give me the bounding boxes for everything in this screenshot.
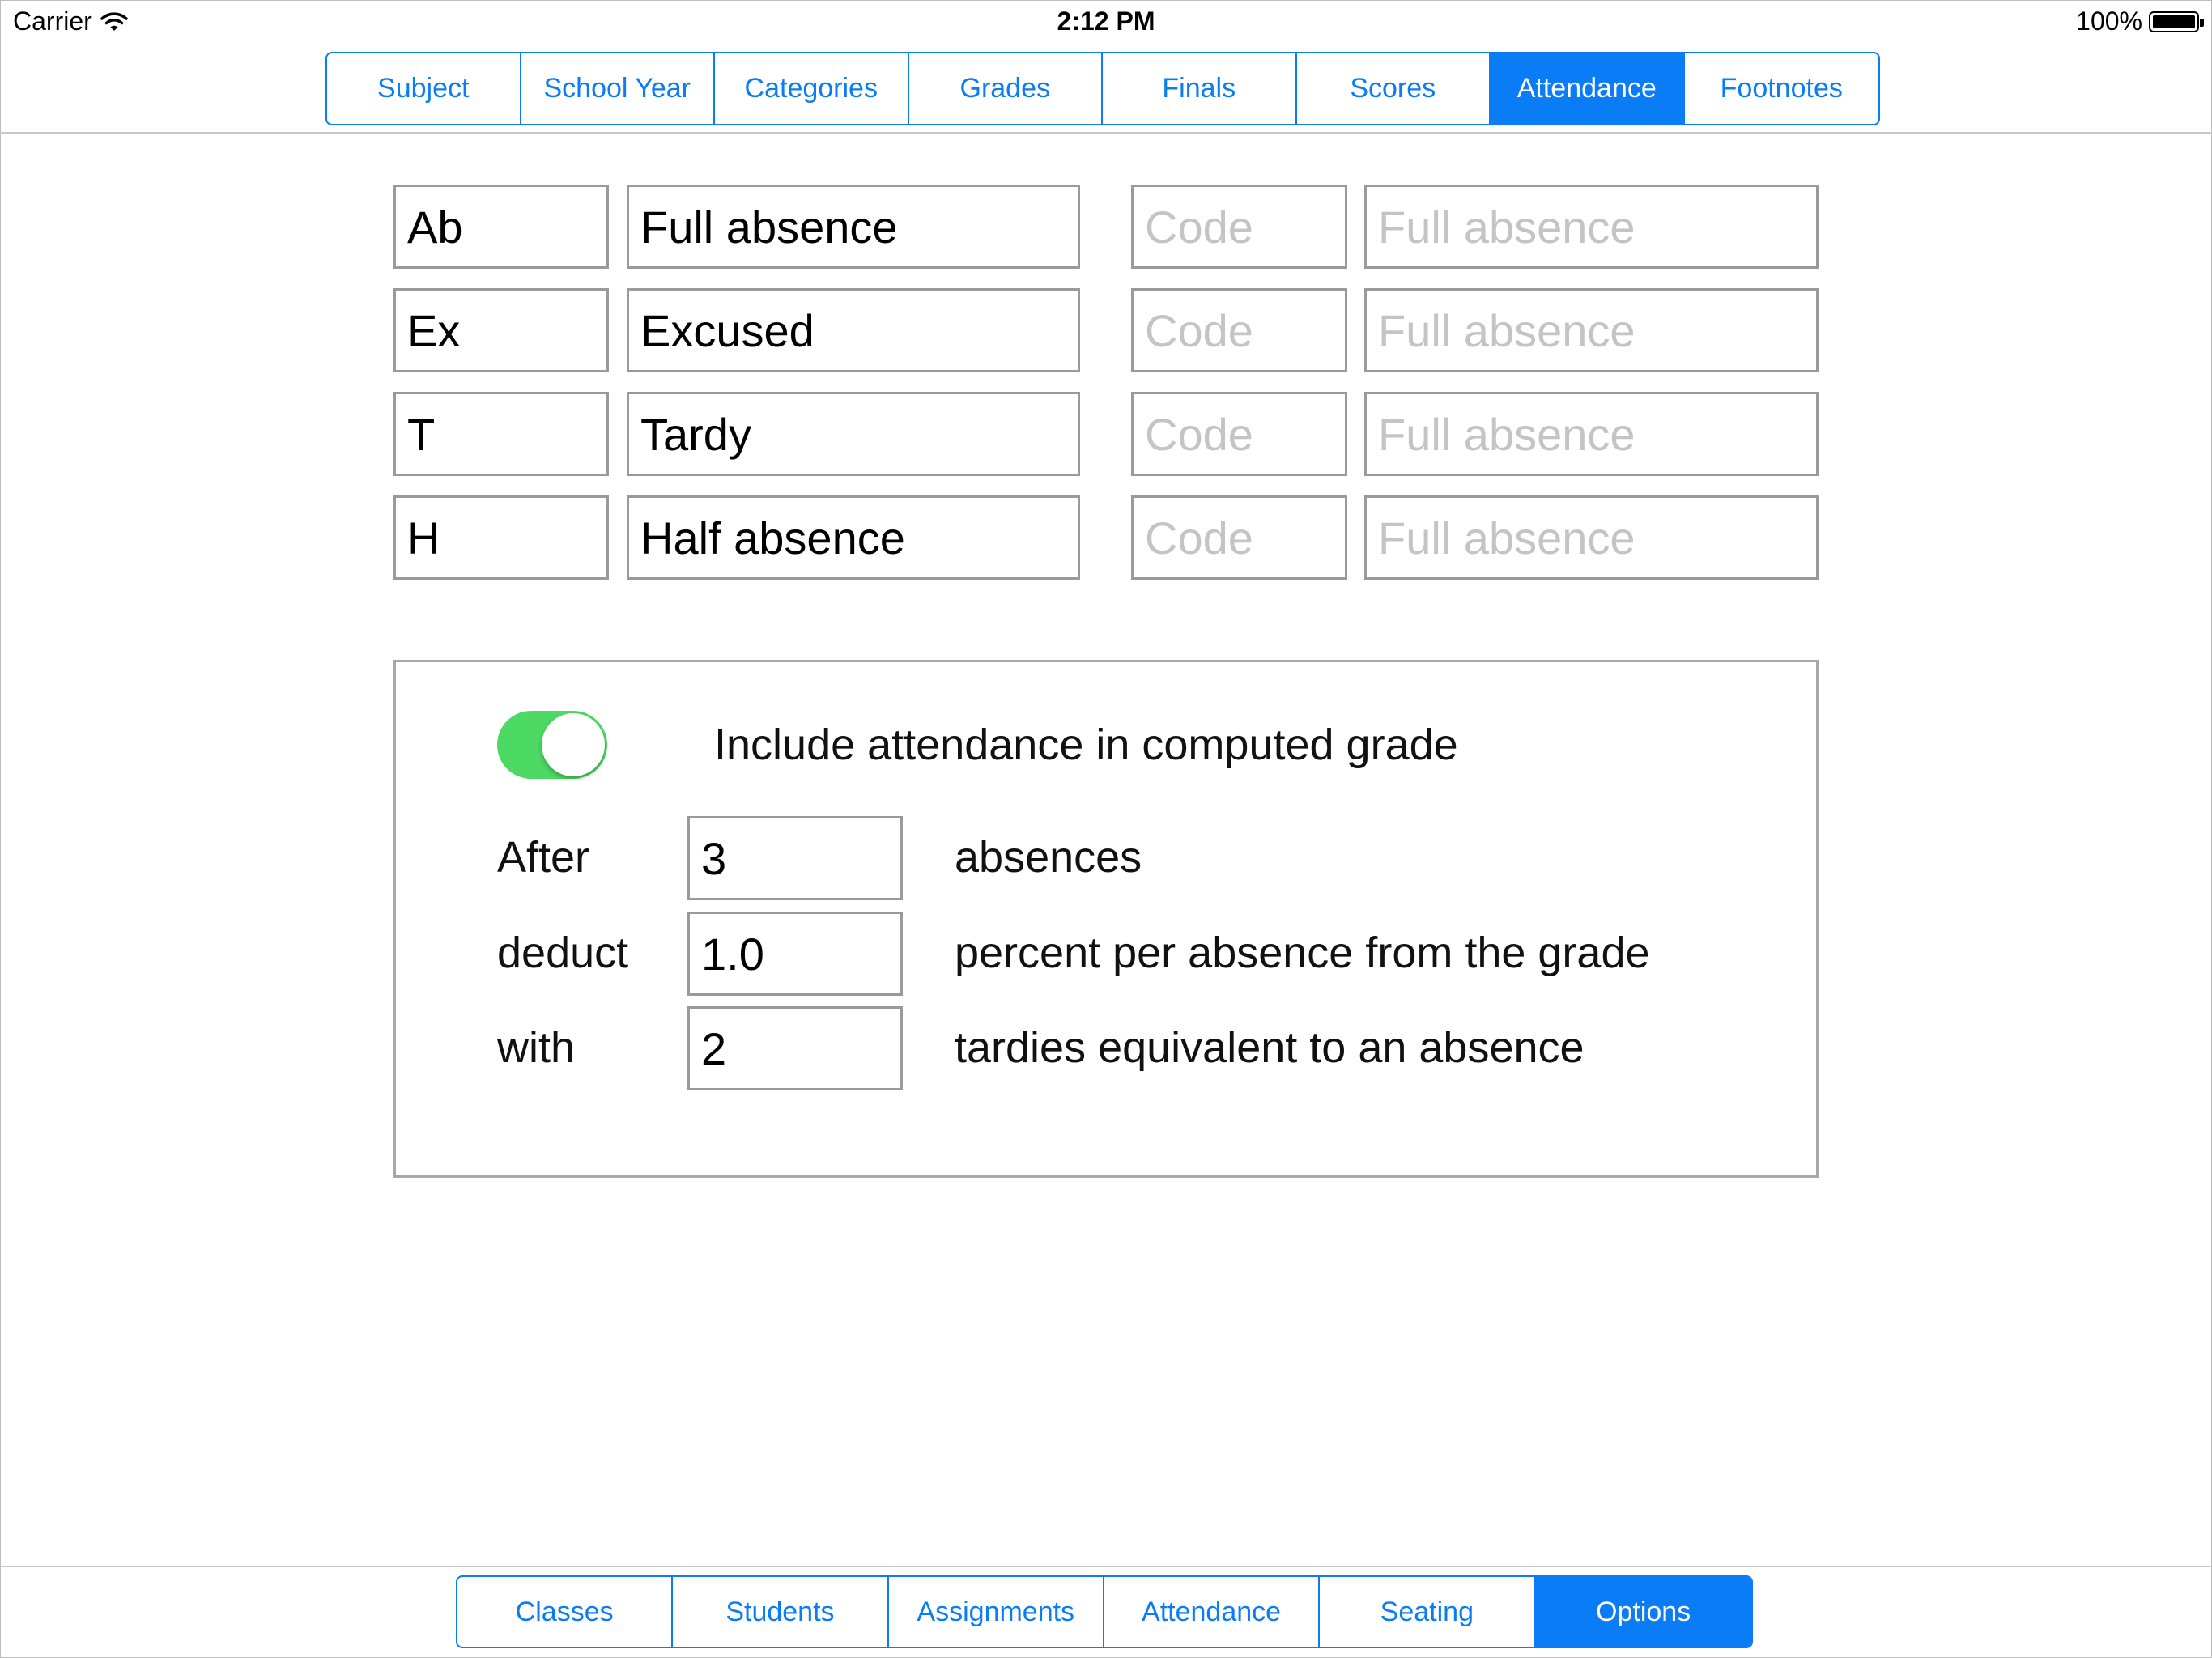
percent-per-absence-label: percent per absence from the grade bbox=[955, 929, 1650, 977]
tab-scores[interactable]: Scores bbox=[1297, 53, 1491, 124]
description-field-empty[interactable]: Full absence bbox=[1364, 185, 1819, 269]
battery-percent: 100% bbox=[2076, 6, 2142, 36]
code-field[interactable]: H bbox=[393, 495, 609, 580]
options-segmented-control bbox=[325, 52, 1880, 125]
carrier-label: Carrier bbox=[13, 6, 92, 36]
code-field-empty[interactable]: Code bbox=[1131, 288, 1347, 372]
after-label: After bbox=[497, 833, 590, 882]
tab-subject[interactable]: Subject bbox=[327, 53, 521, 124]
description-field[interactable]: Full absence bbox=[627, 185, 1080, 269]
include-attendance-label: Include attendance in computed grade bbox=[714, 721, 1458, 769]
description-field-empty[interactable]: Full absence bbox=[1364, 288, 1819, 372]
code-field[interactable]: Ab bbox=[393, 185, 609, 269]
tab-grades[interactable]: Grades bbox=[909, 53, 1104, 124]
battery-indicator bbox=[2076, 6, 2199, 36]
description-field[interactable]: Excused bbox=[627, 288, 1080, 372]
nav-seating[interactable]: Seating bbox=[1320, 1577, 1535, 1647]
with-label: with bbox=[497, 1023, 576, 1072]
tab-footnotes[interactable]: Footnotes bbox=[1720, 73, 1843, 104]
tab-categories[interactable]: Categories bbox=[715, 53, 909, 124]
nav-options[interactable]: Options bbox=[1535, 1577, 1750, 1647]
description-field-empty[interactable]: Full absence bbox=[1364, 495, 1819, 580]
footer-divider bbox=[0, 1566, 2212, 1567]
absences-label: absences bbox=[955, 833, 1142, 882]
status-bar bbox=[0, 0, 2212, 44]
tab-attendance[interactable]: Attendance bbox=[1491, 53, 1685, 124]
tardies-equivalent-field[interactable]: 2 bbox=[687, 1006, 903, 1090]
description-field-empty[interactable]: Full absence bbox=[1364, 392, 1819, 476]
code-field[interactable]: T bbox=[393, 392, 609, 476]
nav-students[interactable]: Students bbox=[673, 1577, 888, 1647]
absences-threshold-field[interactable]: 3 bbox=[687, 816, 903, 900]
description-field[interactable]: Half absence bbox=[627, 495, 1080, 580]
code-field-empty[interactable]: Code bbox=[1131, 495, 1347, 580]
deduct-percent-field[interactable]: 1.0 bbox=[687, 912, 903, 996]
header-divider bbox=[0, 132, 2212, 134]
code-field-empty[interactable]: Code bbox=[1131, 185, 1347, 269]
code-field-empty[interactable]: Code bbox=[1131, 392, 1347, 476]
description-field[interactable]: Tardy bbox=[627, 392, 1080, 476]
nav-classes[interactable]: Classes bbox=[457, 1577, 673, 1647]
main-navigation-segmented-control bbox=[456, 1575, 1753, 1648]
code-field[interactable]: Ex bbox=[393, 288, 609, 372]
toggle-knob bbox=[542, 713, 605, 776]
tab-finals[interactable]: Finals bbox=[1103, 53, 1297, 124]
status-time: 2:12 PM bbox=[1057, 6, 1155, 36]
tab-school-year[interactable]: School Year bbox=[521, 53, 716, 124]
nav-attendance[interactable]: Attendance bbox=[1104, 1577, 1320, 1647]
battery-icon bbox=[2149, 11, 2199, 32]
nav-assignments[interactable]: Assignments bbox=[889, 1577, 1104, 1647]
tardies-equivalent-label: tardies equivalent to an absence bbox=[955, 1023, 1585, 1072]
deduct-label: deduct bbox=[497, 929, 629, 977]
include-attendance-toggle[interactable] bbox=[497, 711, 607, 779]
